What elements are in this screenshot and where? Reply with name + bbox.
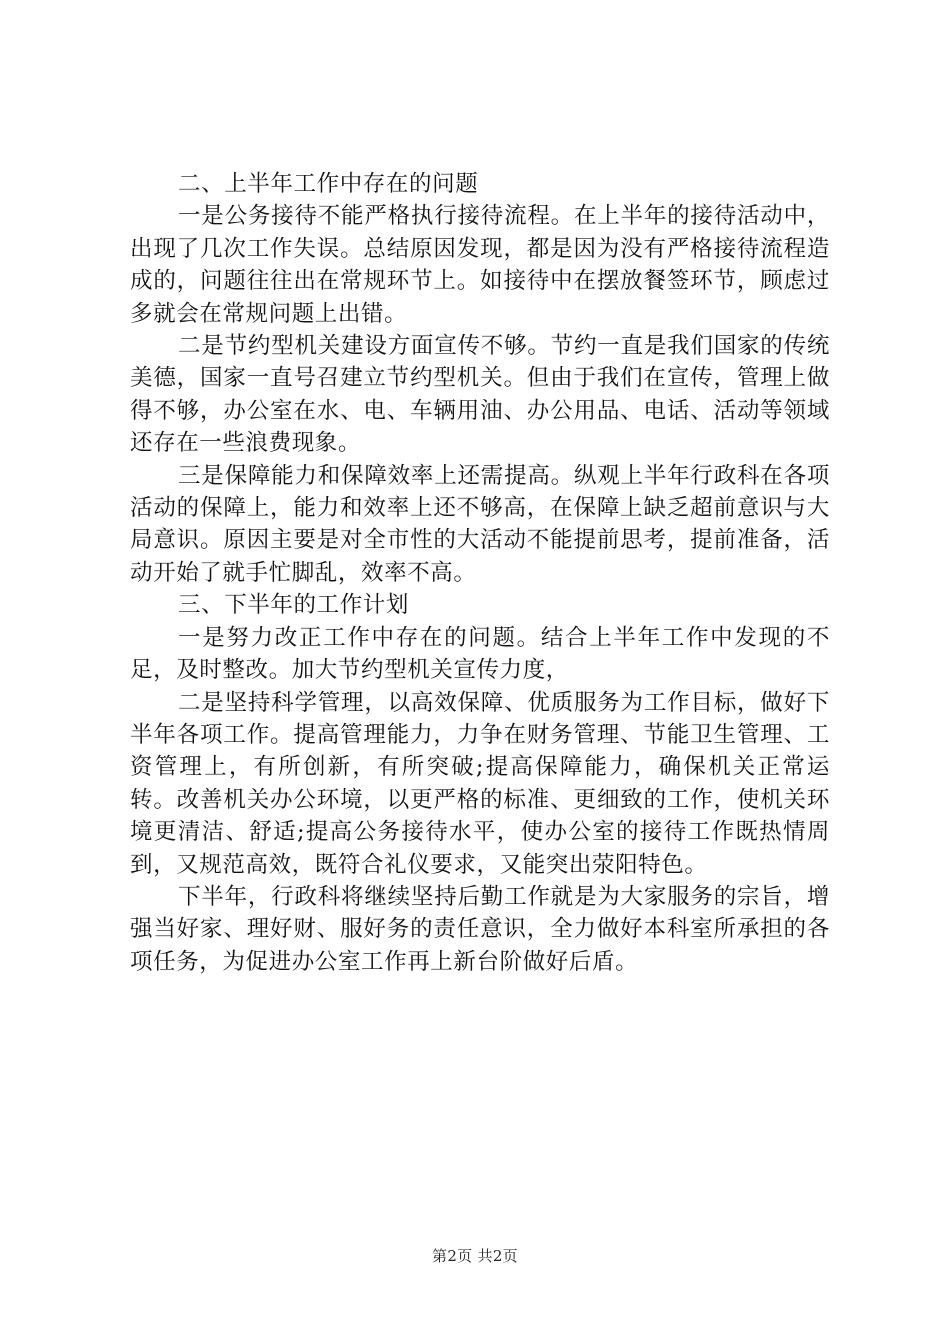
paragraph-plan-scientific-management: 二是坚持科学管理，以高效保障、优质服务为工作目标，做好下半年各项工作。提高管理能力，力争在财务管理、节能卫生管理、工资管理上，有所创新，有所突破;提高保障能力，确保机关正常运转。改善机关办公环境，以更严格的标准、更细致的工作，使机关环境更清洁、舒适;提高公务接待水平，使办公室的接待工作既热情周到，又规范高效，既符合礼仪要求，又能突出荥阳特色。: [130, 689, 830, 878]
paragraph-support-capacity-issue: 三是保障能力和保障效率上还需提高。纵观上半年行政科在各项活动的保障上，能力和效率上还不够高，在保障上缺乏超前意识与大局意识。原因主要是对全市性的大活动不能提前思考，提前准备，活动开始了就手忙脚乱，效率不高。: [130, 462, 830, 586]
document-body: [130, 168, 830, 978]
paragraph-conclusion: 下半年，行政科将继续坚持后勤工作就是为大家服务的宗旨，增强当好家、理好财、服好务的责任意识，全力做好本科室所承担的各项任务，为促进办公室工作再上新台阶做好后盾。: [130, 883, 830, 975]
section-heading-plan: 三、下半年的工作计划: [178, 592, 410, 619]
page-number-footer: 第2页 共2页: [432, 1247, 518, 1265]
paragraph-plan-fix-problems: 一是努力改正工作中存在的问题。结合上半年工作中发现的不足，及时整改。加大节约型机关宣传力度，: [130, 624, 830, 684]
paragraph-frugality-issue: 二是节约型机关建设方面宣传不够。节约一直是我们国家的传统美德，国家一直号召建立节约型机关。但由于我们在宣传，管理上做得不够，办公室在水、电、车辆用油、办公用品、电话、活动等领域还存在一些浪费现象。: [130, 333, 830, 457]
paragraph-reception-issue: 一是公务接待不能严格执行接待流程。在上半年的接待活动中，出现了几次工作失误。总结原因发现，都是因为没有严格接待流程造成的，问题往往出在常规环节上。如接待中在摆放餐签环节，顾虑过多就会在常规问题上出错。: [130, 203, 830, 327]
section-heading-problems: 二、上半年工作中存在的问题: [178, 171, 479, 197]
